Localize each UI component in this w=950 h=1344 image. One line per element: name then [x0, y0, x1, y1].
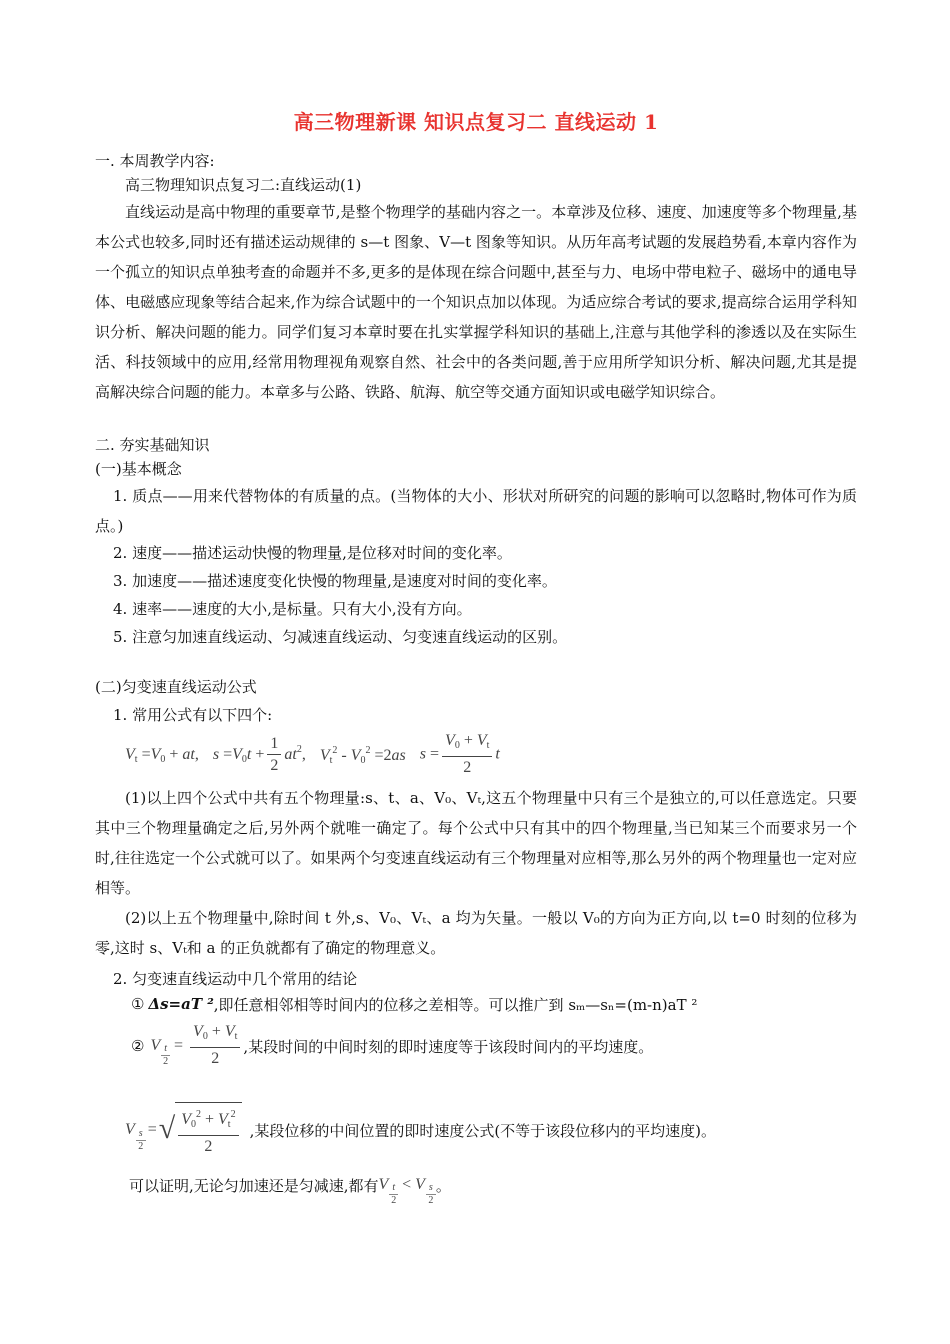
- conclusion-3-text: ,某段位移的中间位置的即时速度公式(不等于该段位移内的平均速度)。: [249, 1121, 717, 1140]
- conclusion-3: [95, 1097, 857, 1163]
- mid-position-velocity-formula: V $\frac{s}{2}$ = √ $\frac{V_0^2 + V_t^2}{2}$: [125, 1102, 242, 1158]
- formula-average: s = $\frac{V_0 + V_t}{2}$ t: [419, 732, 500, 776]
- formula-velocity: $V_t =V_0$ + at: [125, 745, 195, 765]
- page-title: 高三物理新课 知识点复习二 直线运动 1: [293, 110, 659, 134]
- conclusions-heading: 2. 匀变速直线运动中几个常用的结论: [113, 970, 358, 988]
- conclusion-1-text: ,即任意相邻相等时间内的位移之差相等。可以推广到 sₘ—sₙ=(m-n)aT ²: [213, 995, 698, 1014]
- concept-item: 3. 加速度——描述速度变化快慢的物理量,是速度对时间的变化率。: [113, 572, 557, 590]
- mid-time-velocity-formula: V $\frac{t}{2}$ = $\frac{V_0 + V_t}{2}$: [150, 1022, 243, 1070]
- conclusion-2-marker: ②: [131, 1037, 145, 1055]
- conclusion-1-marker: ①: [131, 995, 145, 1013]
- formula-velocity-squared: $V_t^2 - V_0^2 =2as$: [319, 744, 406, 766]
- kinematic-formulas: $V_t =V_0$ + at , $s =V_0t$ + $\frac{1}{2}$ $at^2$ , $V_t^2 - V_0^2 =2as$ s = $\frac{V_0 + V_t}{2}$ t: [95, 727, 857, 783]
- section1-paragraph: 直线运动是高中物理的重要章节,是整个物理学的基础内容之一。本章涉及位移、速度、加速度等多个物理量,基本公式也较多,同时还有描述运动规律的 s—t 图象、V—t 图象等知识。从历年高考试题的发展趋势看,本章内容作为一个孤立的知识点单独考查的命题并不多,更多的是体现在综合问题中,甚至与力、电场中带电粒子、磁场中的通电导体、电磁感应现象等结合起来,作为综合试题中的一个知识点加以体现。为适应综合考试的要求,提高综合运用学科知识分析、解决问题的能力。同学们复习本章时要在扎实掌握学科知识的基础上,注意与其他学科的渗透以及在实际生活、科技领域中的应用,经常用物理视角观察自然、社会中的各类问题,善于应用所学知识分析、解决问题,尤其是提高解决综合问题的能力。本章多与公路、铁路、航海、航空等交通方面知识或电磁学知识综合。: [95, 203, 857, 401]
- conclusion-1-formula: Δs=aT ²: [148, 995, 214, 1013]
- document-page: [95, 100, 857, 1207]
- inequality-formula: V $\frac{t}{2}$ < V $\frac{s}{2}$: [379, 1176, 436, 1194]
- conclusion-4: [95, 1163, 857, 1207]
- formulas-intro: 1. 常用公式有以下四个:: [113, 706, 273, 724]
- section1-heading: 一. 本周教学内容:: [95, 152, 215, 170]
- conclusion-4-text-b: 。: [435, 1176, 451, 1195]
- concept-item: 5. 注意匀加速直线运动、匀减速直线运动、匀变速直线运动的区别。: [113, 628, 568, 646]
- concept-item: 4. 速率——速度的大小,是标量。只有大小,没有方向。: [113, 600, 472, 618]
- part1-heading: (一)基本概念: [95, 460, 182, 478]
- concept-item: 2. 速度——描述运动快慢的物理量,是位移对时间的变化率。: [113, 544, 512, 562]
- conclusion-1: [95, 991, 857, 1017]
- concept-item: 1. 质点——用来代替物体的有质量的点。(当物体的大小、形状对所研究的问题的影响可以忽略时,物体可作为质点。): [95, 487, 857, 535]
- formula-note-2: (2)以上五个物理量中,除时间 t 外,s、V₀、Vₜ、a 均为矢量。一般以 V₀的方向为正方向,以 t=0 时刻的位移为零,这时 s、Vₜ和 a 的正负就都有了确定的物理意义。: [95, 909, 857, 957]
- part2-heading: (二)匀变速直线运动公式: [95, 678, 257, 696]
- section1-subtitle: 高三物理知识点复习二:直线运动(1): [125, 176, 362, 194]
- conclusion-2: [95, 1017, 857, 1075]
- formula-note-1: (1)以上四个公式中共有五个物理量:s、t、a、V₀、Vₜ,这五个物理量中只有三个是独立的,可以任意选定。只要其中三个物理量确定之后,另外两个就唯一确定了。每个公式中只有其中的四个物理量,当已知某三个而要求另一个时,往往选定一个公式就可以了。如果两个匀变速直线运动有三个物理量对应相等,那么另外的两个物理量也一定对应相等。: [95, 789, 857, 897]
- formula-displacement: $s =V_0t$ + $\frac{1}{2}$ $at^2$: [212, 734, 302, 774]
- conclusion-2-text: ,某段时间的中间时刻的即时速度等于该段时间内的平均速度。: [243, 1037, 654, 1056]
- conclusion-4-text-a: 可以证明,无论匀加速还是匀减速,都有: [129, 1176, 379, 1195]
- section2-heading: 二. 夯实基础知识: [95, 436, 210, 454]
